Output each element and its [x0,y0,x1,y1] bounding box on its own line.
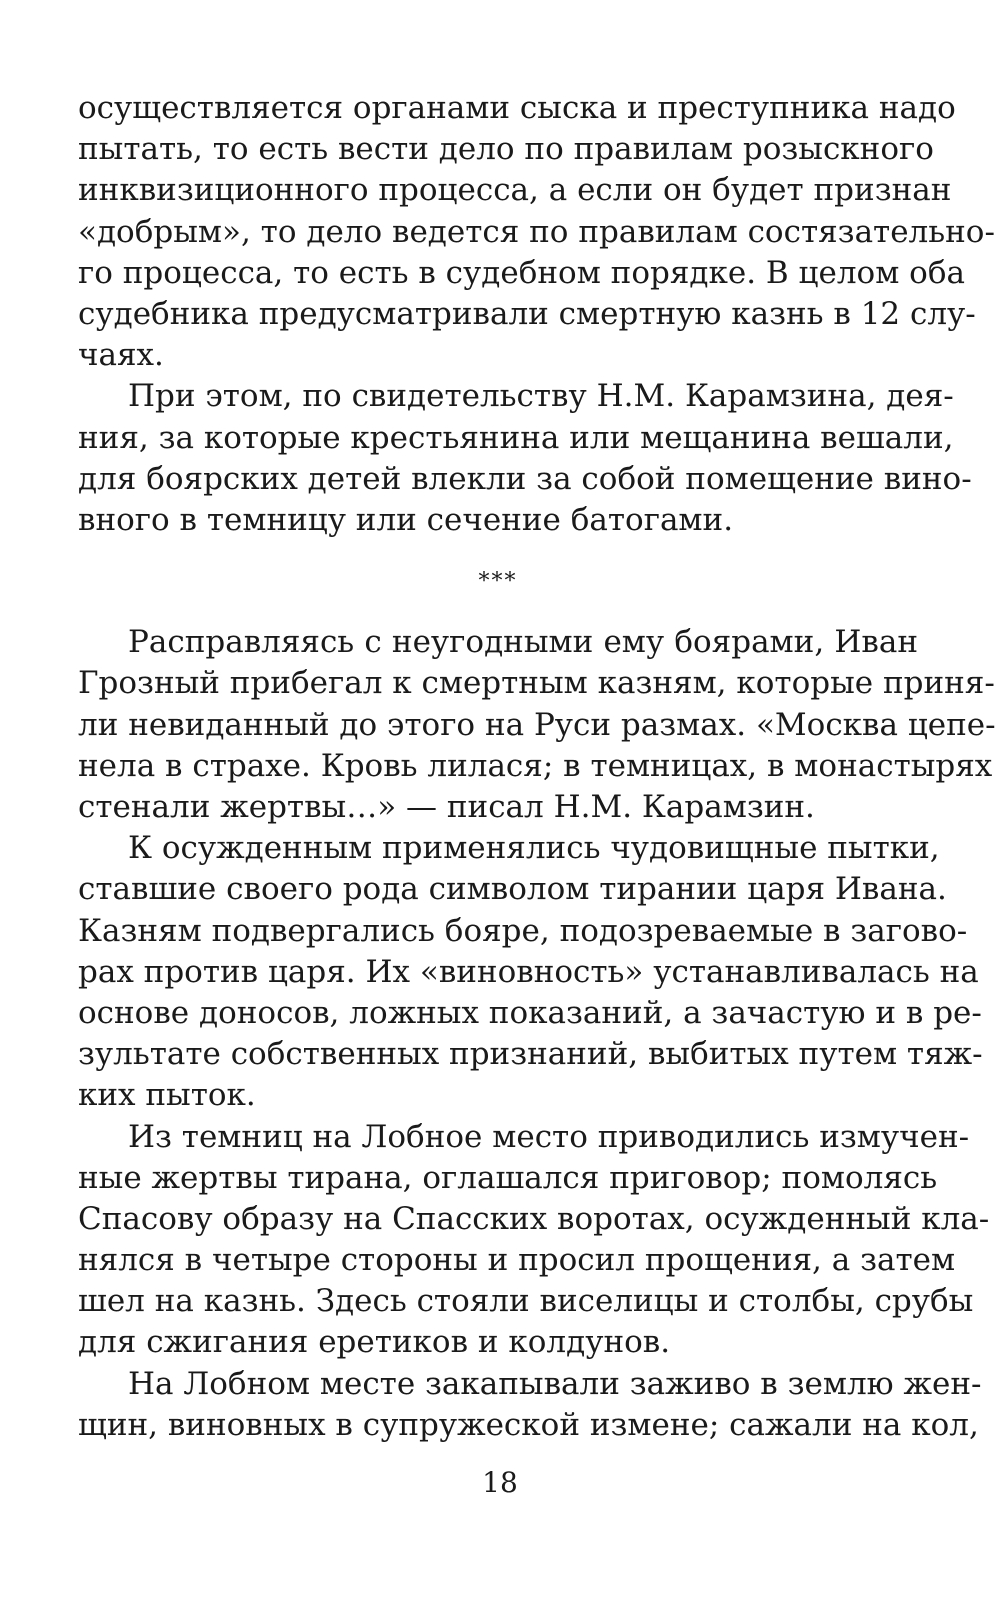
text-line: нялся в четыре стороны и просил прощения, а затем [78,1242,956,1279]
text-line: для сжигания еретиков и колдунов. [78,1324,671,1361]
paragraph [78,828,983,1116]
text-line: зультате собственных признаний, выбитых путем тяж- [78,1036,983,1073]
text-line: осуществляется органами сыска и преступника надо [78,90,956,126]
text-line: ставшие своего рода символом тирании царя Ивана. [78,871,947,908]
text-line: ные жертвы тирана, оглашался приговор; помолясь [78,1159,938,1196]
text-line: «добрым», то дело ведется по правилам состязательно- [78,213,995,250]
paragraph [78,88,995,376]
page-number: 18 [482,1466,518,1499]
paragraph [78,376,972,541]
text-line: Казням подвергались бояре, подозреваемые в загово- [78,912,968,949]
text-after-separator [78,622,996,1446]
section-separator: *** [478,569,518,595]
text-line: го процесса, то есть в судебном порядке. В целом оба [78,254,965,291]
text-before-separator [78,88,995,541]
text-line: На Лобном месте закапывали заживо в землю жен- [128,1365,982,1402]
text-line: инквизиционного процесса, а если он будет признан [78,172,952,209]
text-line: основе доносов, ложных показаний, а зачастую и в ре- [78,994,982,1031]
text-line: шел на казнь. Здесь стояли виселицы и столбы, срубы [78,1283,974,1320]
text-line: ния, за которые крестьянина или мещанина вешали, [78,419,954,456]
text-line: чаях. [78,337,164,374]
text-line: Спасову образу на Спасских воротах, осужденный кла- [78,1200,990,1237]
text-line: рах против царя. Их «виновность» устанавливалась на [78,953,979,990]
text-line: К осужденным применялись чудовищные пытки, [128,830,940,867]
text-line: ли невиданный до этого на Руси размах. «Москва цепе- [78,706,996,743]
paragraph [78,1117,990,1364]
text-line: Расправляясь с неугодными ему боярами, Иван [128,624,918,661]
text-line: Из темниц на Лобное место приводились измучен- [128,1118,970,1155]
text-line: для боярских детей влекли за собой помещение вино- [78,460,972,497]
text-line: вного в темницу или сечение батогами. [78,501,734,538]
text-line: щин, виновных в супружеской измене; сажали на кол, [78,1406,979,1443]
page-body [78,88,996,1446]
text-line: судебника предусматривали смертную казнь в 12 слу- [78,295,976,332]
paragraph [78,622,996,828]
text-line: Грозный прибегал к смертным казням, которые приня- [78,665,995,702]
text-line: ких пыток. [78,1077,256,1114]
text-line: нела в страхе. Кровь лилася; в темницах, в монастырях [78,747,993,784]
text-line: пытать, то есть вести дело по правилам розыскного [78,131,934,168]
text-line: стенали жертвы…» — писал Н.М. Карамзин. [78,789,815,825]
paragraph [78,1364,982,1446]
text-line: При этом, по свидетельству Н.М. Карамзина, дея- [128,378,954,415]
